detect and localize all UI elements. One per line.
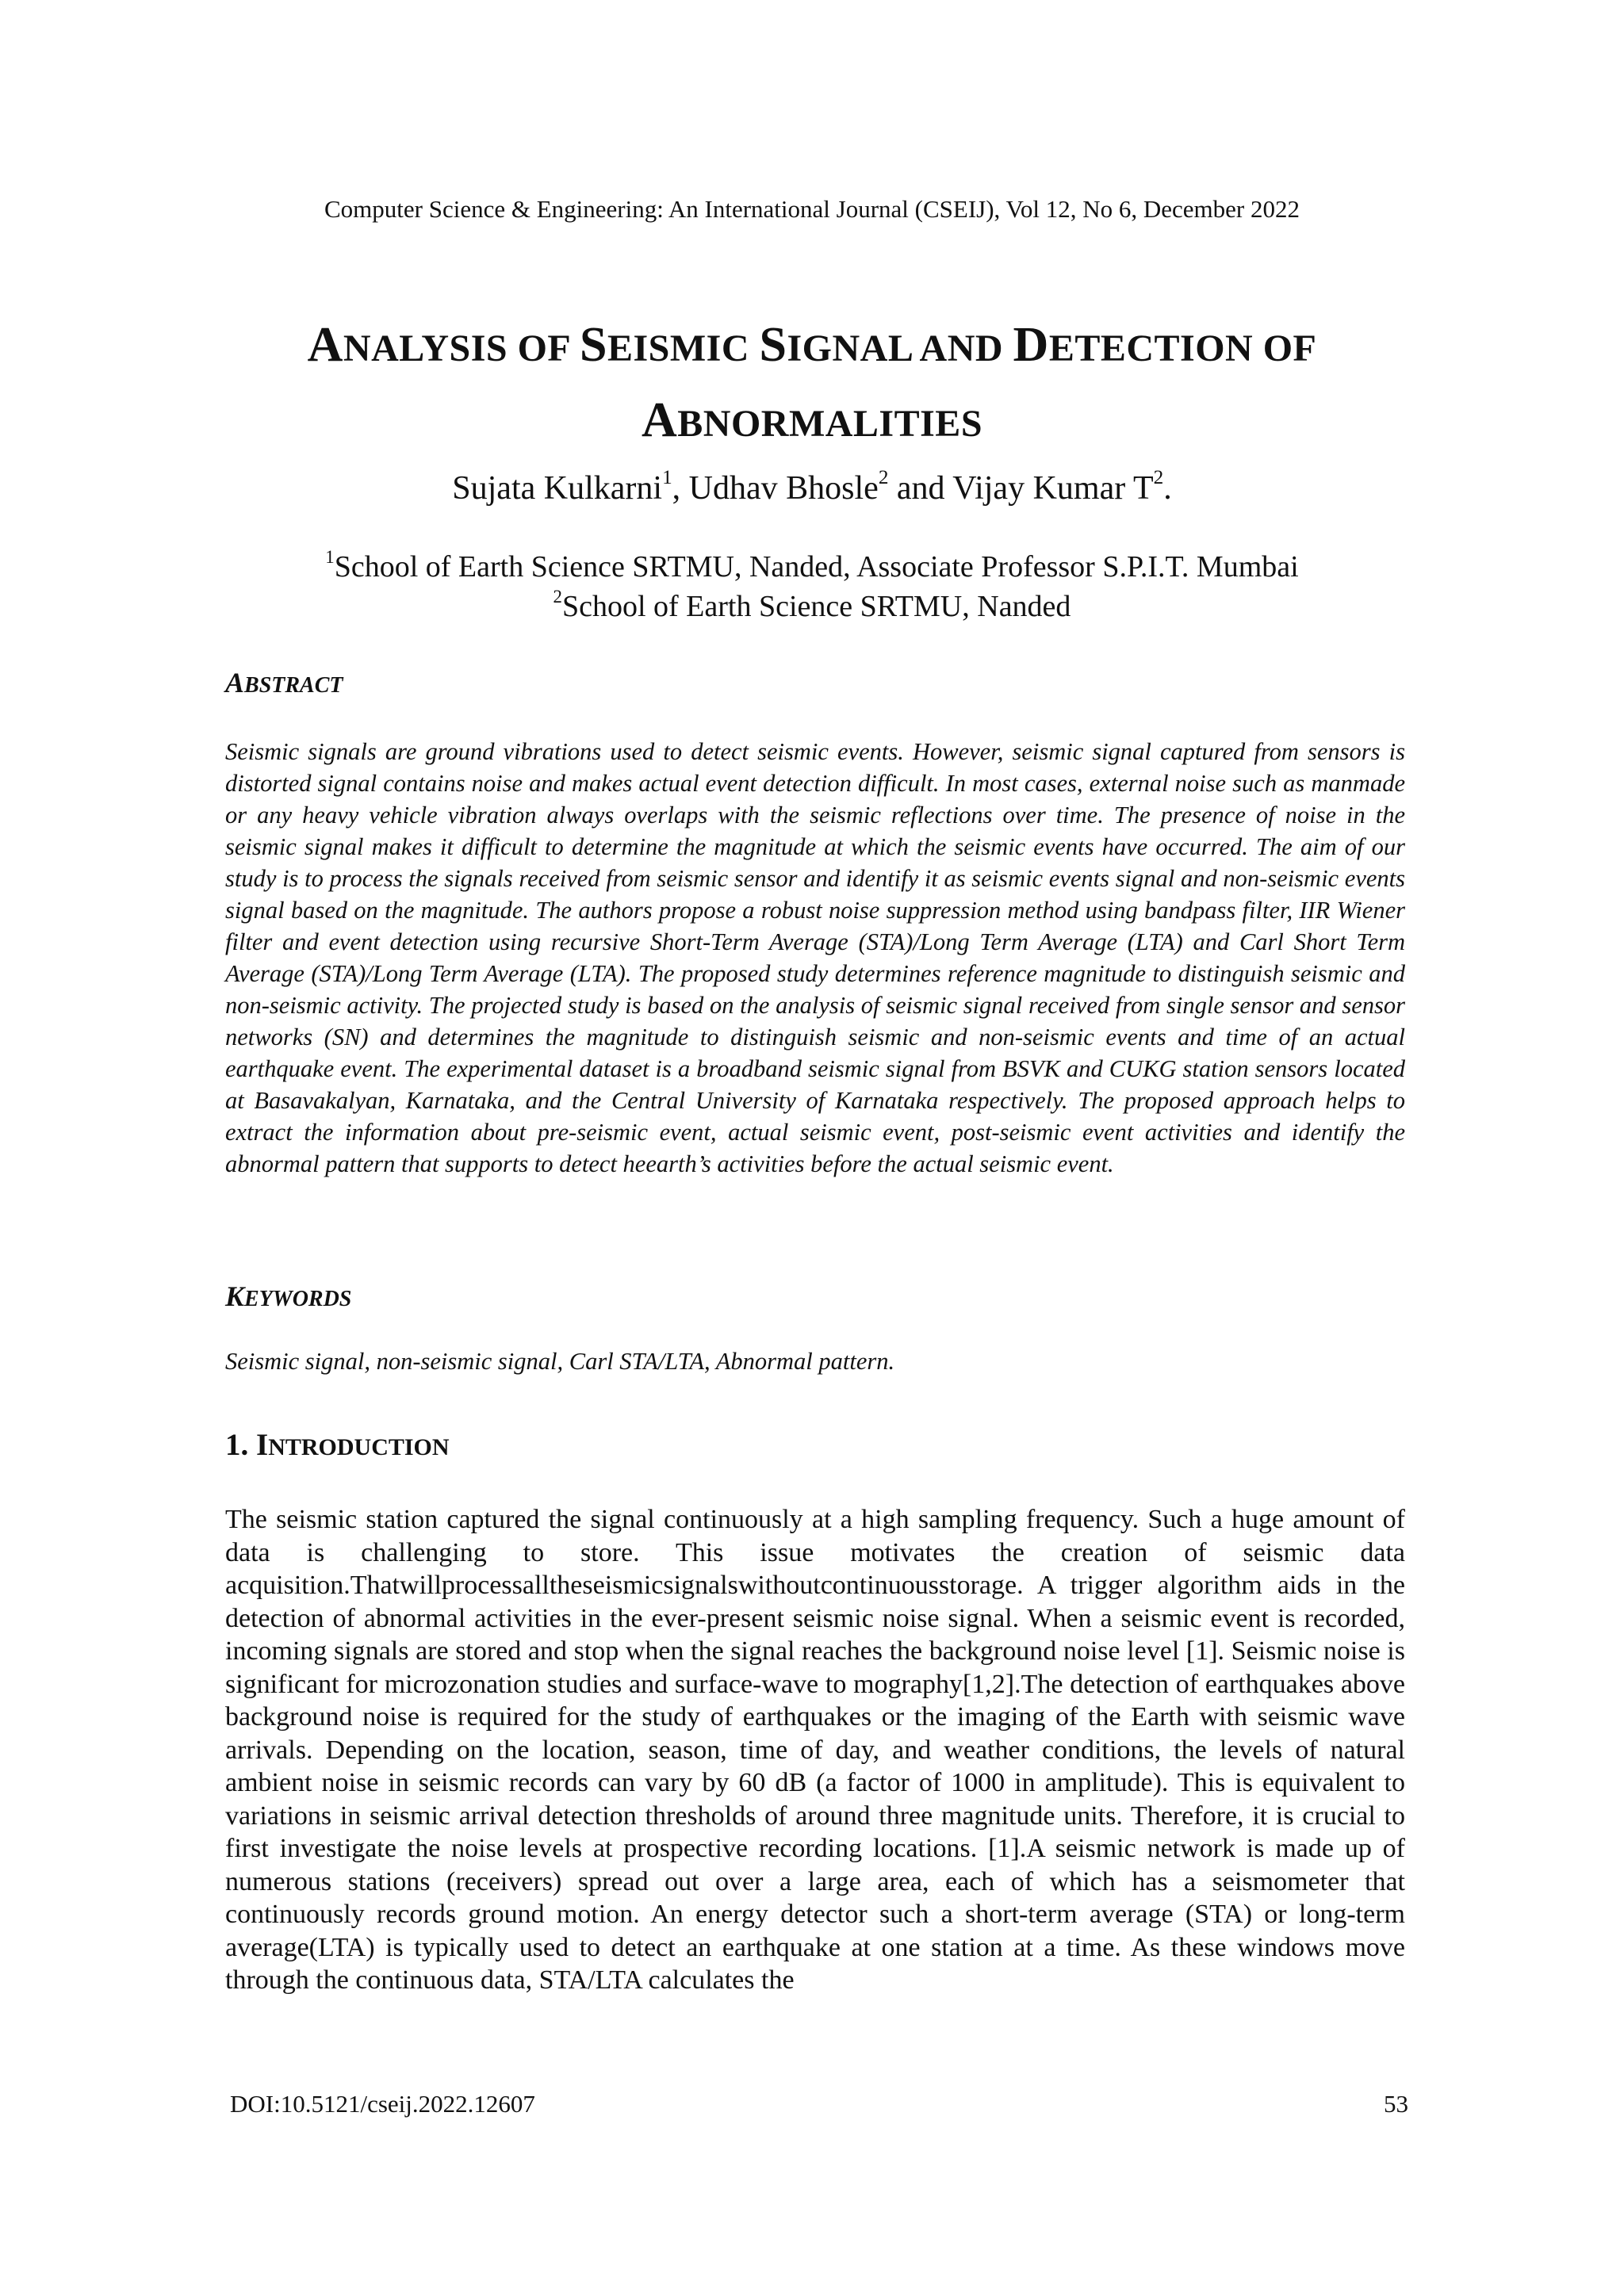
title-line-1: ANALYSIS OF SEISMIC SIGNAL AND DETECTION OF bbox=[307, 318, 1317, 372]
affiliation-2: $^2$School of Earth Science SRTMU, Nanded bbox=[553, 586, 1071, 623]
affiliation-1: $^1$School of Earth Science SRTMU, Nanded, Associate Professor S.P.I.T. Mumbai bbox=[325, 546, 1299, 584]
abstract-heading: ABSTRACT bbox=[225, 667, 343, 698]
author-list: Sujata Kulkarni$^1$, Udhav Bhosle$^2$ and Vijay Kumar $T^2$. bbox=[452, 467, 1172, 507]
abstract-text: Seismic signals are ground vibrations used to detect seismic events. However, seismic signal captured from sensors is distorted signal contains noise and makes actual event detection difficult. In most cases, external noise such as manmade or any heavy vehicle vibration always overlaps with the seismic reflections over time. The presence of noise in the seismic signal makes it difficult to determine the magnitude at which the seismic events have occurred. The aim of our study is to process the signals received from seismic sensor and identify it as seismic events signal and non-seismic events signal based on the magnitude. The authors propose a robust noise suppression method using bandpass filter, IIR Wiener filter and event detection using recursive Short-Term Average (STA)/Long Term Average (LTA) and Carl Short Term Average (STA)/Long Term Average (LTA). The proposed study determines reference magnitude to distinguish seismic and non-seismic activity. The projected study is based on the analysis of seismic signal received from single sensor and sensor networks (SN) and determines the magnitude to distinguish seismic and non-seismic events and time of an actual earthquake event. The experimental dataset is a broadband seismic signal from BSVK and CUKG station sensors located at Basavakalyan, Karnataka, and the Central University of Karnataka respectively. The proposed approach helps to extract the information about pre-seismic event, actual seismic event, post-seismic event activities and identify the abnormal pattern that supports to detect heearth’s activities before the actual seismic event. bbox=[225, 738, 1405, 1177]
introduction-text: The seismic station captured the signal continuously at a high sampling frequency. Such a huge amount of data is challenging to store. This issue motivates the creation of seismic data acquisition.Thatwillprocessalltheseismicsignalswithoutcontinuousstorage. A trigger algorithm aids in the detection of abnormal activities in the ever-present seismic noise signal. When a seismic event is recorded, incoming signals are stored and stop when the signal reaches the background noise level [1]. Seismic noise is significant for microzonation studies and surface-wave to mography[1,2].The detection of earthquakes above background noise is required for the study of earthquakes or the imaging of the Earth with seismic wave arrivals. Depending on the location, season, time of day, and weather conditions, the levels of natural ambient noise in seismic records can vary by 60 dB (a factor of 1000 in amplitude). This is equivalent to variations in seismic arrival detection thresholds of around three magnitude units. Therefore, it is crucial to first investigate the noise levels at prospective recording locations. [1].A seismic network is made up of numerous stations (receivers) spread out over a large area, each of which has a seismometer that continuously records ground motion. An energy detector such a short-term average (STA) or long-term average(LTA) is typically used to detect an earthquake at one station at a time. As these windows move through the continuous data, STA/LTA calculates the bbox=[225, 1505, 1405, 1995]
journal-header: Computer Science & Engineering: An International Journal (CSEIJ), Vol 12, No 6, December 2022 bbox=[324, 195, 1300, 223]
keywords-heading: KEYWORDS bbox=[225, 1280, 352, 1312]
paper-title bbox=[159, 309, 1465, 460]
keywords-text: Seismic signal, non-seismic signal, Carl STA/LTA, Abnormal pattern. bbox=[225, 1348, 895, 1375]
introduction-heading: 1. INTRODUCTION bbox=[225, 1428, 450, 1462]
footer-doi: DOI:10.5121/cseij.2022.12607 bbox=[230, 2090, 535, 2118]
title-line-2: ABNORMALITIES bbox=[641, 393, 983, 447]
page-number: 53 bbox=[1384, 2090, 1408, 2118]
affiliations bbox=[0, 547, 1624, 626]
